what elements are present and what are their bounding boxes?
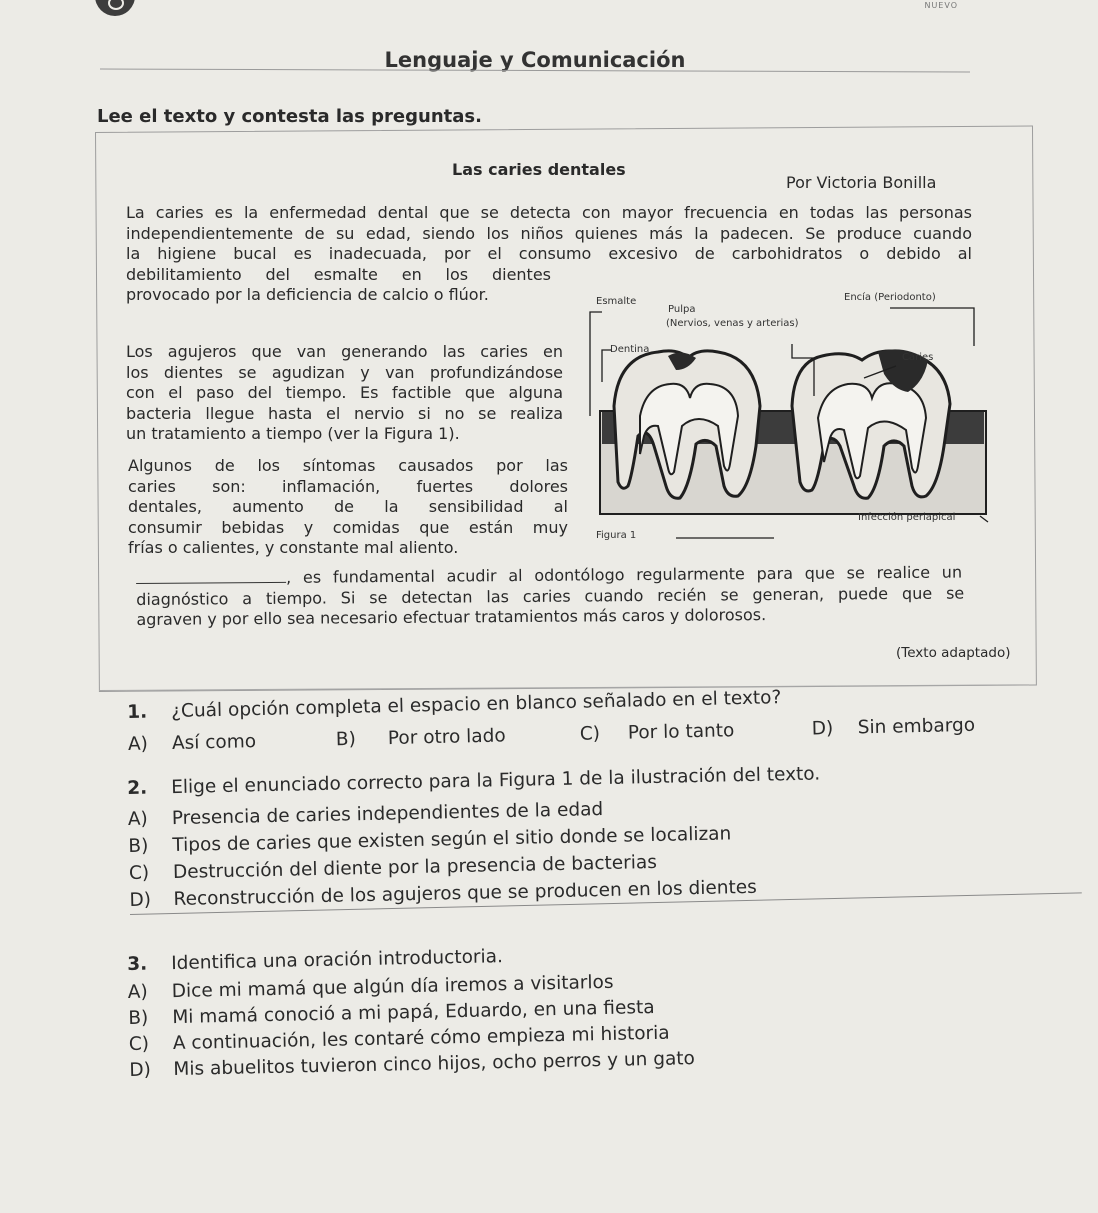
paragraph-line: caries son: inflamación, fuertes dolores — [128, 476, 568, 496]
infeccion-leader — [980, 516, 988, 522]
esmalte-leader — [590, 312, 602, 416]
option-b[interactable] — [336, 725, 506, 750]
paragraph-line: un tratamiento a tiempo (ver la Figura 1). — [126, 424, 460, 443]
option-text: Por lo tanto — [627, 720, 735, 744]
option-c[interactable] — [580, 720, 735, 745]
label-infeccion: Infección periapical — [858, 512, 956, 523]
option-text: Tipos de caries que existen según el sitio donde se localizan — [172, 823, 732, 857]
paragraph-line: Algunos de los síntomas causados por las — [128, 456, 568, 475]
paragraph-line: con el paso del tiempo. Es factible que alguna — [126, 383, 563, 402]
option-letter: D) — [129, 1059, 152, 1081]
paragraph-line: bacteria llegue hasta el nervio si no se realiza — [126, 403, 563, 423]
question-text: ¿Cuál opción completa el espacio en blanco señalado en el texto? — [170, 687, 782, 722]
option-text: Mis abuelitos tuvieron cinco hijos, ocho perros y un gato — [173, 1048, 696, 1081]
option-text: Presencia de caries independientes de la edad — [171, 799, 604, 830]
option-text: Dice mi mamá que algún día iremos a visitarlos — [171, 971, 614, 1003]
label-encia: Encía (Periodonto) — [844, 292, 936, 303]
option-letter: D) — [811, 717, 834, 740]
source-note: (Texto adaptado) — [896, 645, 1011, 661]
paragraph-line: provocado por la deficiencia de calcio o flúor. — [126, 285, 489, 304]
option-a[interactable] — [128, 972, 614, 1003]
option-text: Reconstrucción de los agujeros que se producen en los dientes — [173, 876, 758, 911]
question-number: 2. — [127, 777, 148, 799]
answer-blank — [136, 570, 286, 584]
option-letter: C) — [128, 1033, 150, 1055]
option-letter: A) — [127, 733, 149, 755]
option-letter: B) — [128, 1007, 149, 1029]
option-text: Así como — [171, 731, 257, 754]
option-letter: D) — [129, 889, 152, 911]
paragraph-line: dentales, aumento de la sensibilidad al — [128, 497, 568, 516]
paragraph-line: la higiene bucal es inadecuada, por el consumo excesivo de carbohidratos o debido al — [126, 244, 972, 263]
figure-caption: Figura 1 — [596, 530, 637, 541]
label-pulpa: Pulpa — [668, 304, 696, 315]
corner-tag: NUEVO — [924, 1, 958, 10]
paragraph-line: consumir bebidas y comidas que están muy — [128, 517, 568, 537]
paragraph-line: agraven y por ello sea necesario efectuar tratamientos más caros y dolorosos. — [136, 605, 767, 629]
option-text: A continuación, les contaré cómo empieza mi historia — [172, 1022, 670, 1055]
option-text: Mi mamá conoció a mi papá, Eduardo, en una fiesta — [172, 996, 655, 1029]
page-title: Lenguaje y Comunicación — [384, 48, 686, 72]
option-letter: A) — [127, 808, 148, 830]
question-text: Elige el enunciado correcto para la Figura 1 de la ilustración del texto. — [170, 763, 821, 799]
paragraph-line: Los agujeros que van generando las caries en — [126, 342, 563, 361]
option-d[interactable] — [812, 715, 976, 740]
paragraph-line: los dientes se agudizan y van profundizándose — [126, 362, 563, 382]
paragraph-2 — [126, 342, 563, 445]
paragraph-line: independientemente de su edad, siendo los niños quienes más la padecen. Se produce cuando — [126, 223, 972, 243]
paragraph-line: diagnóstico a tiempo. Si se detectan las caries cuando recién se generan, puede que se — [136, 582, 965, 609]
question-number: 1. — [127, 701, 148, 723]
option-letter: C) — [579, 723, 601, 745]
blank-comma: , — [285, 567, 292, 587]
question-text: Identifica una oración introductoria. — [170, 946, 504, 975]
logo-badge — [95, 0, 135, 16]
paragraph-4 — [136, 562, 964, 630]
reading-title: Las caries dentales — [452, 160, 626, 179]
label-esmalte: Esmalte — [596, 296, 637, 307]
paragraph-line: es fundamental acudir al odontólogo regularmente para que se realice un — [302, 562, 963, 587]
option-text: Por otro lado — [387, 725, 506, 750]
question-number: 3. — [127, 953, 148, 975]
option-letter: B) — [335, 728, 357, 751]
option-text: Destrucción del diente por la presencia de bacterias — [172, 851, 658, 884]
label-nervios: (Nervios, venas y arterias) — [666, 318, 799, 329]
label-caries: Caries — [902, 352, 934, 363]
reading-author: Por Victoria Bonilla — [786, 173, 937, 192]
option-a[interactable] — [128, 731, 257, 755]
option-text: Sin embargo — [857, 714, 976, 739]
instructions: Lee el texto y contesta las preguntas. — [97, 106, 482, 127]
paragraph-3 — [128, 456, 568, 559]
tooth-figure — [578, 286, 998, 548]
option-letter: A) — [127, 981, 148, 1003]
paragraph-line: La caries es la enfermedad dental que se detecta con mayor frecuencia en todas las personas — [126, 203, 972, 222]
paragraph-line: debilitamiento del esmalte en los dientes — [126, 264, 551, 284]
option-letter: C) — [128, 862, 150, 884]
encia-leader — [890, 308, 974, 346]
option-a[interactable] — [128, 799, 604, 830]
option-letter: B) — [128, 835, 149, 857]
option-c[interactable] — [129, 852, 657, 884]
paragraph-line: frías o calientes, y constante mal aliento. — [128, 538, 459, 557]
label-dentina: Dentina — [610, 344, 650, 355]
